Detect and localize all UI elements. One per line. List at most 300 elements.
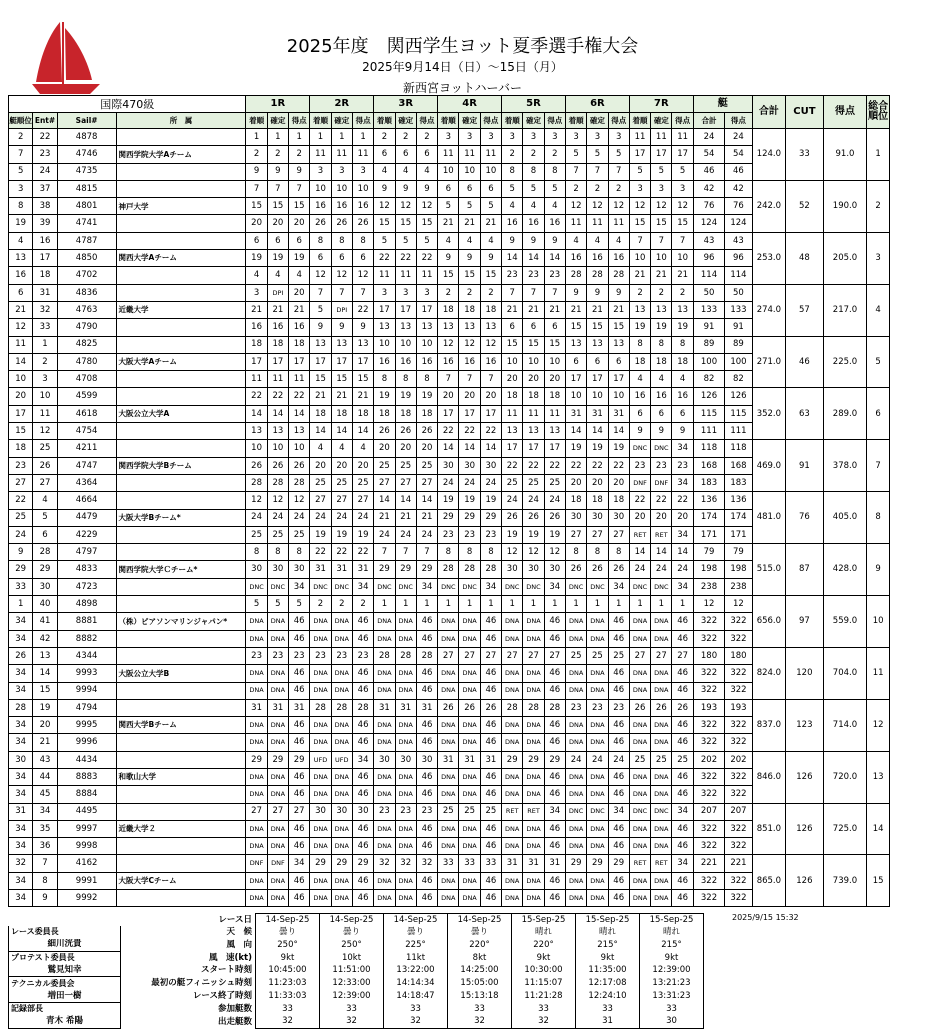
finish-cell: DNA [310,613,331,630]
points-cell: 12 [608,198,629,215]
confirmed-cell: 4 [523,198,544,215]
finish-cell: 19 [502,526,523,543]
affiliation-header: 所 属 [116,113,246,129]
points-cell: 46 [544,665,565,682]
entry-number: 35 [33,820,57,837]
boat-points: 322 [725,613,752,630]
finish-cell: 14 [438,440,459,457]
team-cut: 48 [786,232,824,284]
boat-ranking: 12 [9,319,33,336]
confirmed-cell: 27 [587,526,608,543]
points-cell: 7 [289,180,310,197]
finish-cell: DNA [310,872,331,889]
points-cell: 26 [544,509,565,526]
confirmed-cell: 2 [651,284,672,301]
points-cell: 6 [352,250,373,267]
confirmed-cell: 26 [523,509,544,526]
finish-cell: DNA [565,665,586,682]
finish-cell: 6 [565,353,586,370]
page-title: 2025年度 関西学生ヨット夏季選手権大会 [286,36,639,57]
finish-cell: 8 [310,232,331,249]
confirmed-cell: 13 [651,301,672,318]
sail-number: 4780 [57,353,116,370]
boat-points: 79 [725,544,752,561]
boat-ranking: 5 [9,163,33,180]
boat-total: 91 [693,319,724,336]
points-cell: 27 [416,474,437,491]
entry-number: 21 [33,734,57,751]
confirmed-cell: 12 [587,198,608,215]
points-cell: 14 [352,423,373,440]
points-cell: 11 [608,215,629,232]
finish-cell: 11 [565,215,586,232]
points-cell: 21 [416,509,437,526]
affiliation [116,492,246,509]
confirmed-cell: 18 [459,301,480,318]
finish-cell: 13 [629,301,650,318]
points-cell: 46 [544,682,565,699]
finish-cell: 14 [374,492,395,509]
affiliation [116,578,246,595]
confirmed-cell: 11 [267,371,288,388]
points-cell: 46 [416,768,437,785]
entry-number: 23 [33,146,57,163]
finish-cell: DNA [565,890,586,907]
finish-cell: 10 [310,180,331,197]
team-cut: 126 [786,855,824,907]
boat-ranking: 34 [9,890,33,907]
points-cell: 30 [416,751,437,768]
confirmed-cell: 29 [459,509,480,526]
confirmed-cell: DNA [459,872,480,889]
entry-number: 33 [33,319,57,336]
points-cell: 17 [416,301,437,318]
finish-cell: 30 [246,561,267,578]
finish-cell: 30 [374,751,395,768]
finish-cell: 7 [629,232,650,249]
finish-cell: RET [502,803,523,820]
points-cell: 7 [480,371,501,388]
confirmed-cell: 15 [395,215,416,232]
points-cell: 30 [352,803,373,820]
confirmed-cell: DNF [267,855,288,872]
confirmed-cell: 20 [459,388,480,405]
confirmed-cell: 13 [523,423,544,440]
points-cell: 26 [416,423,437,440]
boat-total: 115 [693,405,724,422]
confirmed-cell: DNA [523,717,544,734]
boat-points: 180 [725,647,752,664]
confirmed-cell: DNA [459,682,480,699]
points-header: 得点 [289,113,310,129]
confirmed-cell: 17 [459,405,480,422]
points-cell: 46 [544,734,565,751]
boat-points: 126 [725,388,752,405]
confirmed-cell: 7 [651,232,672,249]
confirmed-cell: 30 [395,751,416,768]
sail-number: 4211 [57,440,116,457]
sail-number: 4794 [57,699,116,716]
finish-cell: 1 [438,596,459,613]
race-conditions-table [8,913,704,1029]
finish-cell: 18 [310,405,331,422]
points-cell: 46 [544,768,565,785]
finish-cell: 11 [629,129,650,146]
points-cell: 25 [352,474,373,491]
points-cell: 20 [352,457,373,474]
overall-rank: 6 [867,388,890,440]
entry-number: 15 [33,682,57,699]
confirmed-cell: DNC [651,803,672,820]
finish-cell: 10 [565,388,586,405]
affiliation: 関西学院大学Aチーム [116,146,246,163]
boat-ranking: 1 [9,596,33,613]
confirmed-cell: 28 [267,474,288,491]
finish-cell: 17 [310,353,331,370]
finish-cell: 26 [246,457,267,474]
boat-ranking: 34 [9,872,33,889]
entry-number: 10 [33,388,57,405]
points-cell: 46 [352,820,373,837]
confirmed-cell: 33 [459,855,480,872]
points-cell: 46 [672,682,693,699]
finish-cell: DNA [246,717,267,734]
points-cell: 13 [608,336,629,353]
boat-total: 322 [693,890,724,907]
confirmed-cell: 20 [523,371,544,388]
points-cell: 31 [416,699,437,716]
confirmed-cell: 2 [267,146,288,163]
finish-cell: 10 [502,353,523,370]
confirmed-cell: 3 [459,129,480,146]
confirmed-cell: 11 [587,215,608,232]
points-cell: 26 [608,561,629,578]
overall-rank-header: 総合順位 [867,96,890,129]
sail-number: 4434 [57,751,116,768]
confirmed-cell: 14 [395,492,416,509]
confirmed-cell: 16 [523,215,544,232]
condition-value: 9kt [640,951,704,964]
official-name: 鷲見知幸 [9,964,121,977]
finish-cell: 6 [438,180,459,197]
boat-ranking: 26 [9,647,33,664]
finish-cell: 22 [502,457,523,474]
sail-number: 9992 [57,890,116,907]
confirmed-cell: 12 [523,544,544,561]
confirmed-cell: 30 [523,561,544,578]
points-cell: 8 [352,232,373,249]
finish-cell: DNA [502,717,523,734]
points-cell: 46 [416,665,437,682]
points-cell: 46 [289,682,310,699]
confirmed-cell: DNA [395,890,416,907]
finish-cell: RET [629,855,650,872]
finish-cell: 11 [502,405,523,422]
points-cell: 46 [480,734,501,751]
confirmed-cell: 12 [459,336,480,353]
finish-cell: 24 [374,526,395,543]
finish-cell: 4 [438,232,459,249]
confirmed-cell: DNA [459,734,480,751]
team-cut: 52 [786,180,824,232]
finish-cell: 8 [629,336,650,353]
confirmed-cell: 17 [523,440,544,457]
confirmed-cell: RET [651,526,672,543]
points-cell: 29 [352,855,373,872]
finish-cell: 16 [374,353,395,370]
points-cell: 32 [416,855,437,872]
points-cell: 24 [544,492,565,509]
confirmed-cell: 2 [459,284,480,301]
confirmed-cell: 15 [331,371,352,388]
points-cell: 18 [289,336,310,353]
affiliation: 関西学院大学Ｃチーム* [116,561,246,578]
overall-rank: 8 [867,492,890,544]
finish-cell: 33 [438,855,459,872]
condition-value: 13:31:23 [640,990,704,1003]
boat-points: 46 [725,163,752,180]
boat-ranking: 28 [9,699,33,716]
confirmed-cell: 5 [651,163,672,180]
points-cell: 34 [608,803,629,820]
finish-cell: 4 [565,232,586,249]
confirmed-cell: 21 [587,301,608,318]
boat-total: 54 [693,146,724,163]
finish-cell: 25 [565,647,586,664]
finish-cell: 9 [502,232,523,249]
confirmed-cell: DNA [459,838,480,855]
points-cell: 2 [352,596,373,613]
confirmed-cell: 11 [395,267,416,284]
confirmed-cell: 7 [459,371,480,388]
confirmed-cell: DNA [459,890,480,907]
confirmed-cell: 31 [395,699,416,716]
confirmed-cell: 21 [651,267,672,284]
confirmed-cell: 27 [459,647,480,664]
boat-ranking: 9 [9,544,33,561]
confirmed-cell: DNA [267,786,288,803]
points-cell: 2 [289,146,310,163]
condition-value: 11:35:00 [576,964,640,977]
points-cell: 23 [672,457,693,474]
team-cut: 76 [786,492,824,544]
overall-rank: 4 [867,284,890,336]
confirmed-cell: 23 [267,647,288,664]
points-cell: 11 [416,267,437,284]
points-cell: 22 [480,423,501,440]
finish-cell: 1 [629,596,650,613]
boat-points: 322 [725,734,752,751]
points-cell: 34 [289,855,310,872]
condition-value: 32 [448,1015,512,1028]
points-cell: 34 [672,440,693,457]
condition-value: 32 [384,1015,448,1028]
confirmed-cell: 6 [331,250,352,267]
boat-total: 168 [693,457,724,474]
points-cell: 46 [289,872,310,889]
finish-cell: 8 [438,544,459,561]
points-cell: 3 [544,129,565,146]
affiliation: 関西学院大学Bチーム [116,457,246,474]
affiliation: 大阪大学Aチーム [116,353,246,370]
finish-cell: 30 [502,561,523,578]
confirmed-cell: DNA [395,613,416,630]
entry-number: 42 [33,630,57,647]
entry-number: 11 [33,405,57,422]
finish-cell: DNA [374,665,395,682]
points-cell: 22 [416,250,437,267]
official-role: 記録部長 [9,1003,121,1016]
boat-total: 322 [693,872,724,889]
affiliation: 大阪公立大学A [116,405,246,422]
confirmed-cell: 24 [267,509,288,526]
boat-total-header: 合計 [693,113,724,129]
confirmed-cell: DNA [395,630,416,647]
points-cell: 27 [352,492,373,509]
confirmed-cell: DNA [523,890,544,907]
table-row [9,492,890,509]
confirmed-cell: 25 [331,474,352,491]
confirmed-cell: 8 [395,371,416,388]
boat-points: 207 [725,803,752,820]
finish-cell: 31 [502,855,523,872]
confirmed-cell: 1 [395,596,416,613]
points-cell: 25 [416,457,437,474]
confirmed-cell: 13 [459,319,480,336]
finish-cell: DNA [438,872,459,889]
points-cell: 46 [289,820,310,837]
points-header: 得点 [608,113,629,129]
points-cell: 46 [608,734,629,751]
confirmed-cell: 16 [331,198,352,215]
entry-number: 20 [33,717,57,734]
finish-cell: DNA [629,786,650,803]
finish-cell: 27 [565,526,586,543]
entry-number: 16 [33,232,57,249]
boat-total: 124 [693,215,724,232]
points-cell: 46 [480,890,501,907]
finish-cell: 26 [374,423,395,440]
finish-cell: 28 [565,267,586,284]
confirmed-cell: DNA [395,872,416,889]
points-cell: 1 [416,596,437,613]
confirmed-cell: 9 [395,180,416,197]
finish-cell: DNA [310,820,331,837]
points-cell: 46 [480,665,501,682]
points-cell: 14 [608,423,629,440]
boat-points: 43 [725,232,752,249]
affiliation [116,838,246,855]
points-cell: 24 [289,509,310,526]
points-cell: 46 [480,717,501,734]
finish-cell: 19 [438,492,459,509]
confirmed-cell: 19 [395,388,416,405]
confirmed-header: 確定 [459,113,480,129]
finish-cell: 26 [438,699,459,716]
points-cell: 34 [672,474,693,491]
team-cut: 120 [786,647,824,699]
finish-cell: DNA [629,734,650,751]
condition-value: 31 [576,1015,640,1028]
finish-cell: 25 [246,526,267,543]
confirmed-cell: 22 [523,457,544,474]
finish-cell: 12 [310,267,331,284]
confirmed-cell: DNC [331,578,352,595]
affiliation: 和歌山大学 [116,768,246,785]
finish-cell: 24 [310,509,331,526]
condition-value: 14:18:47 [384,990,448,1003]
points-cell: 10 [672,250,693,267]
boat-total: 322 [693,630,724,647]
boat-total: 76 [693,198,724,215]
confirmed-cell: DNA [651,838,672,855]
boat-total: 198 [693,561,724,578]
confirmed-cell: 2 [587,180,608,197]
finish-cell: DNA [310,838,331,855]
points-cell: 6 [608,353,629,370]
confirmed-cell: 10 [267,440,288,457]
confirmed-cell: 31 [523,855,544,872]
condition-value: 10:45:00 [256,964,320,977]
confirmed-cell: 22 [587,457,608,474]
finish-cell: DNA [310,786,331,803]
boat-total: 50 [693,284,724,301]
table-row [9,544,890,561]
finish-cell: DNA [565,872,586,889]
affiliation [116,544,246,561]
finish-cell: 25 [310,474,331,491]
boat-ranking: 34 [9,768,33,785]
boat-points: 100 [725,353,752,370]
finish-cell: 3 [374,284,395,301]
overall-rank: 12 [867,699,890,751]
sail-number: 4702 [57,267,116,284]
points-cell: 7 [416,544,437,561]
confirmed-cell: DNA [523,665,544,682]
confirmed-cell: 4 [459,232,480,249]
boat-ranking: 18 [9,440,33,457]
points-cell: 21 [352,388,373,405]
points-cell: 26 [480,699,501,716]
points-cell: 46 [672,768,693,785]
finish-cell: DNA [438,838,459,855]
confirmed-cell: 7 [267,180,288,197]
boat-points: 54 [725,146,752,163]
finish-cell: 1 [374,596,395,613]
points-header: 得点 [416,113,437,129]
boat-points: 76 [725,198,752,215]
confirmed-header: 確定 [651,113,672,129]
finish-cell: DNA [438,682,459,699]
finish-cell: DNA [246,665,267,682]
boat-ranking: 3 [9,180,33,197]
boat-total: 46 [693,163,724,180]
confirmed-cell: DNA [587,820,608,837]
entry-number: 39 [33,215,57,232]
confirmed-cell: 9 [267,163,288,180]
condition-value: 33 [640,1003,704,1016]
finish-cell: 16 [565,250,586,267]
finish-cell: DNA [502,734,523,751]
finish-cell: 15 [374,215,395,232]
confirmed-cell: 17 [331,353,352,370]
confirmed-cell: DNA [395,665,416,682]
finish-cell: 1 [246,129,267,146]
affiliation [116,388,246,405]
confirmed-cell: 25 [651,751,672,768]
points-cell: 46 [608,717,629,734]
finish-cell: 6 [374,146,395,163]
